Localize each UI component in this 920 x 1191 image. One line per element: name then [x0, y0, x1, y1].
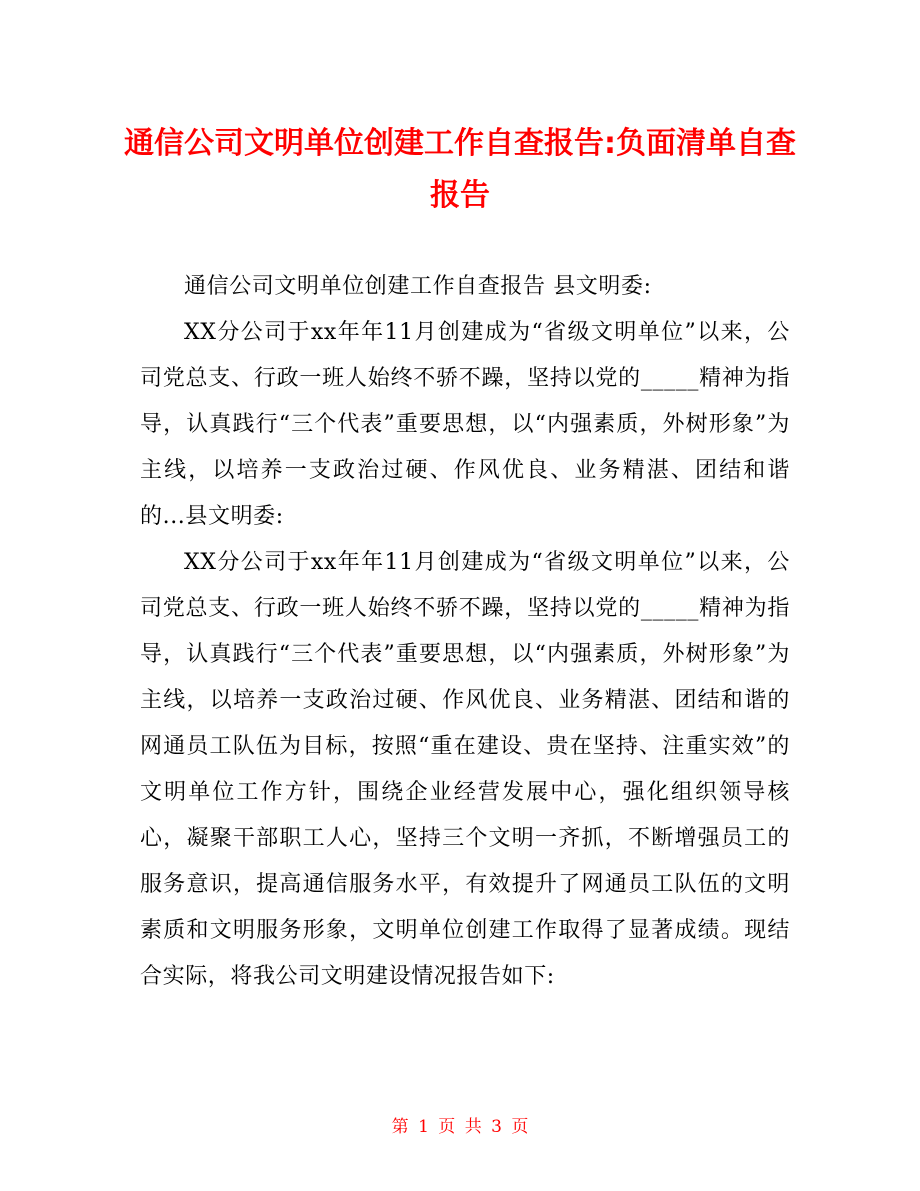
footer-total-label: 共: [464, 1117, 482, 1137]
footer-suffix: 页: [511, 1117, 529, 1137]
document-body: [140, 264, 790, 1000]
footer-prefix: 第: [391, 1117, 409, 1137]
paragraph-2: XX分公司于xx年年11月创建成为“省级文明单位”以来，公司党总支、行政一班人始终不骄不躁，坚持以党的_____精神为指导，认真践行“三个代表”重要思想，以“内强素质，外树形象”为主线，以培养一支政治过硬、作风优良、业务精湛、团结和谐的...县文明委:: [140, 320, 790, 529]
paragraph-3: XX分公司于xx年年11月创建成为“省级文明单位”以来，公司党总支、行政一班人始终不骄不躁，坚持以党的_____精神为指导，认真践行“三个代表”重要思想，以“内强素质，外树形象”为主线，以培养一支政治过硬、作风优良、业务精湛、团结和谐的网通员工队伍为目标，按照“重在建设、贵在坚持、注重实效”的文明单位工作方针，围绕企业经营发展中心，强化组织领导核心，凝聚干部职工人心，坚持三个文明一齐抓，不断增强员工的服务意识，提高通信服务水平，有效提升了网通员工队伍的文明素质和文明服务形象，文明单位创建工作取得了显著成绩。现结合实际，将我公司文明建设情况报告如下:: [140, 550, 790, 989]
footer-page-label: 页: [438, 1117, 456, 1137]
paragraph-1: 通信公司文明单位创建工作自查报告 县文明委:: [184, 274, 652, 299]
page-number-footer: [0, 1112, 920, 1137]
footer-total-pages: 3: [491, 1117, 502, 1137]
footer-current-page: 1: [418, 1117, 429, 1137]
document-title: 通信公司文明单位创建工作自查报告:负面清单自查报告: [124, 126, 796, 213]
